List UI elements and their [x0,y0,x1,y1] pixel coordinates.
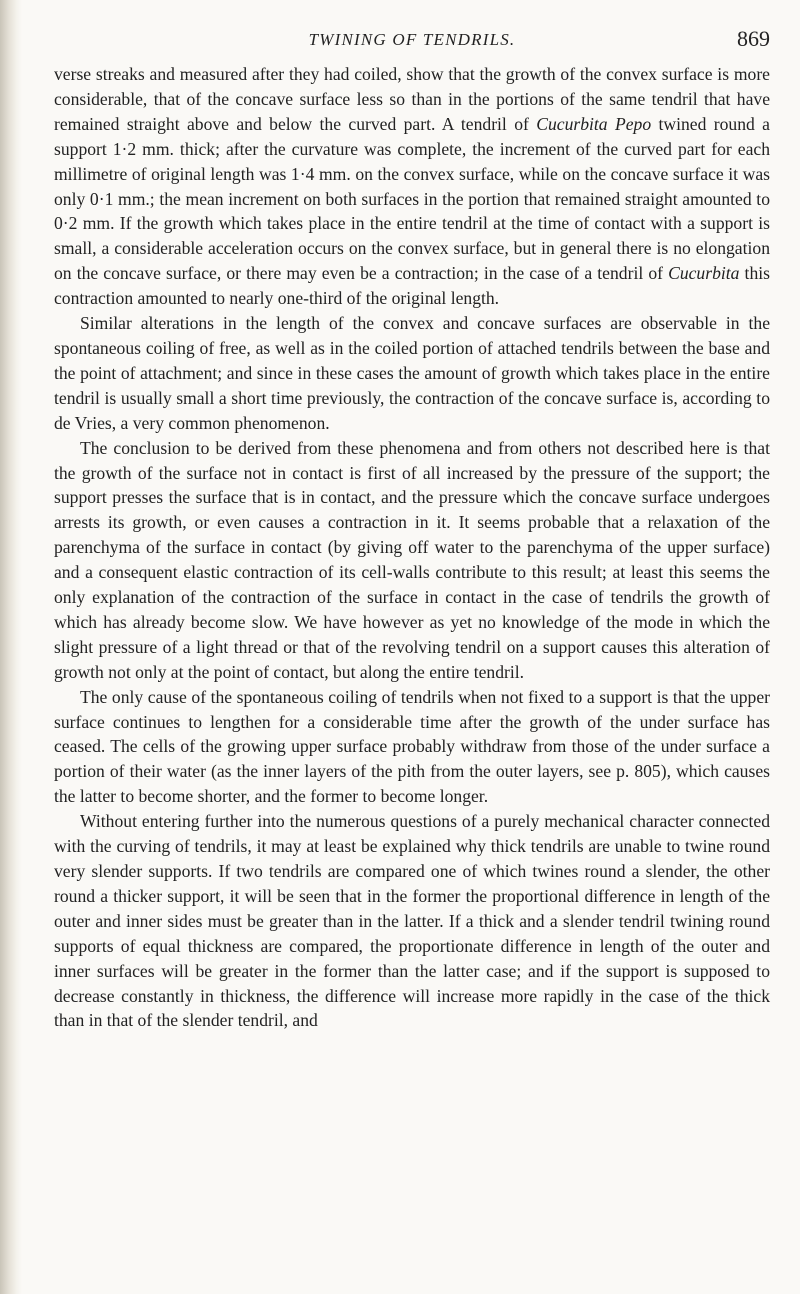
paragraph-4 [54,685,770,810]
paragraph-text: twined round a support 1·2 mm. thick; after the curvature was complete, the increment of the curved part for each millimetre of original length was 1·4 mm. on the convex surface, while on the concave surface it was only 0·1 mm.; the mean increment on both surfaces in the portion that remained straight amounted to 0·2 mm. If the growth which takes place in the entire tendril at the time of contact with a support is small, a considerable acceleration occurs on the convex surface, but in general there is no elongation on the concave surface, or there may even be a contraction; in the case of a tendril of [54,113,770,284]
paragraph-text: Without entering further into the numerous questions of a purely mechanical character connected with the curving of tendrils, it may at least be explained why thick tendrils are unable to twine round very slender supports. If two tendrils are compared one of which twines round a slender, the other round a thicker support, it will be seen that in the former the proportional difference in length of the outer and inner sides must be greater than in the latter. If a thick and a slender tendril twining round supports of equal thickness are compared, the proportionate difference in length of the outer and inner surfaces will be greater in the former than the latter case; and if the support is supposed to decrease constantly in thickness, the difference will increase more rapidly in the case of the thick than in that of the slender tendril, and [54,811,770,1031]
book-page [54,22,770,1033]
running-title: TWINING OF TENDRILS. [308,30,516,49]
paragraph-2 [54,311,770,436]
paragraph-1 [54,62,770,311]
paragraph-text: The conclusion to be derived from these phenomena and from others not described here is that the growth of the surface not in contact is first of all increased by the pressure of the support; the support presses the surface that is in contact, and the pressure which the concave surface undergoes arrests its growth, or even causes a contraction in it. It seems probable that a relaxation of the parenchyma of the surface in contact (by giving off water to the parenchyma of the upper surface) and a consequent elastic contraction of its cell-walls contribute to this result; at least this seems the only explanation of the contraction of the surface in contact in the case of tendrils the growth of which has already become slow. We have however as yet no knowledge of the mode in which the slight pressure of a light thread or that of the revolving tendril on a support causes this alteration of growth not only at the point of contact, but along the entire tendril. [54,437,770,682]
page-header [54,22,770,62]
paragraph-text: this contraction amounted to nearly one-third of the original length. [54,263,770,309]
page-number: 869 [737,26,770,51]
paragraph-3 [54,436,770,685]
paragraph-text: The only cause of the spontaneous coiling of tendrils when not fixed to a support is that the upper surface continues to lengthen for a considerable time after the growth of the under surface has ceased. The cells of the growing upper surface probably withdraw from those of the under surface a portion of their water (as the inner layers of the pith from the outer layers, see p. 805), which causes the latter to become shorter, and the former to become longer. [54,686,770,807]
paragraph-text: verse streaks and measured after they had coiled, show that the growth of the convex surface is more considerable, that of the concave surface less so than in the portions of the same tendril that have remained straight above and below the curved part. A tendril of [54,64,770,134]
species-name-italic: Cucurbita Pepo [536,113,652,134]
page-binding-shadow [0,0,22,1294]
paragraph-text: Similar alterations in the length of the convex and concave surfaces are observable in the spontaneous coiling of free, as well as in the coiled portion of attached tendrils between the base and the point of attachment; and since in these cases the amount of growth which takes place in the entire tendril is usually small a short time previously, the contraction of the concave surface is, according to de Vries, a very common phenomenon. [54,313,770,433]
genus-name-italic: Cucurbita [668,263,740,284]
body-text [54,62,770,1033]
paragraph-5 [54,809,770,1033]
